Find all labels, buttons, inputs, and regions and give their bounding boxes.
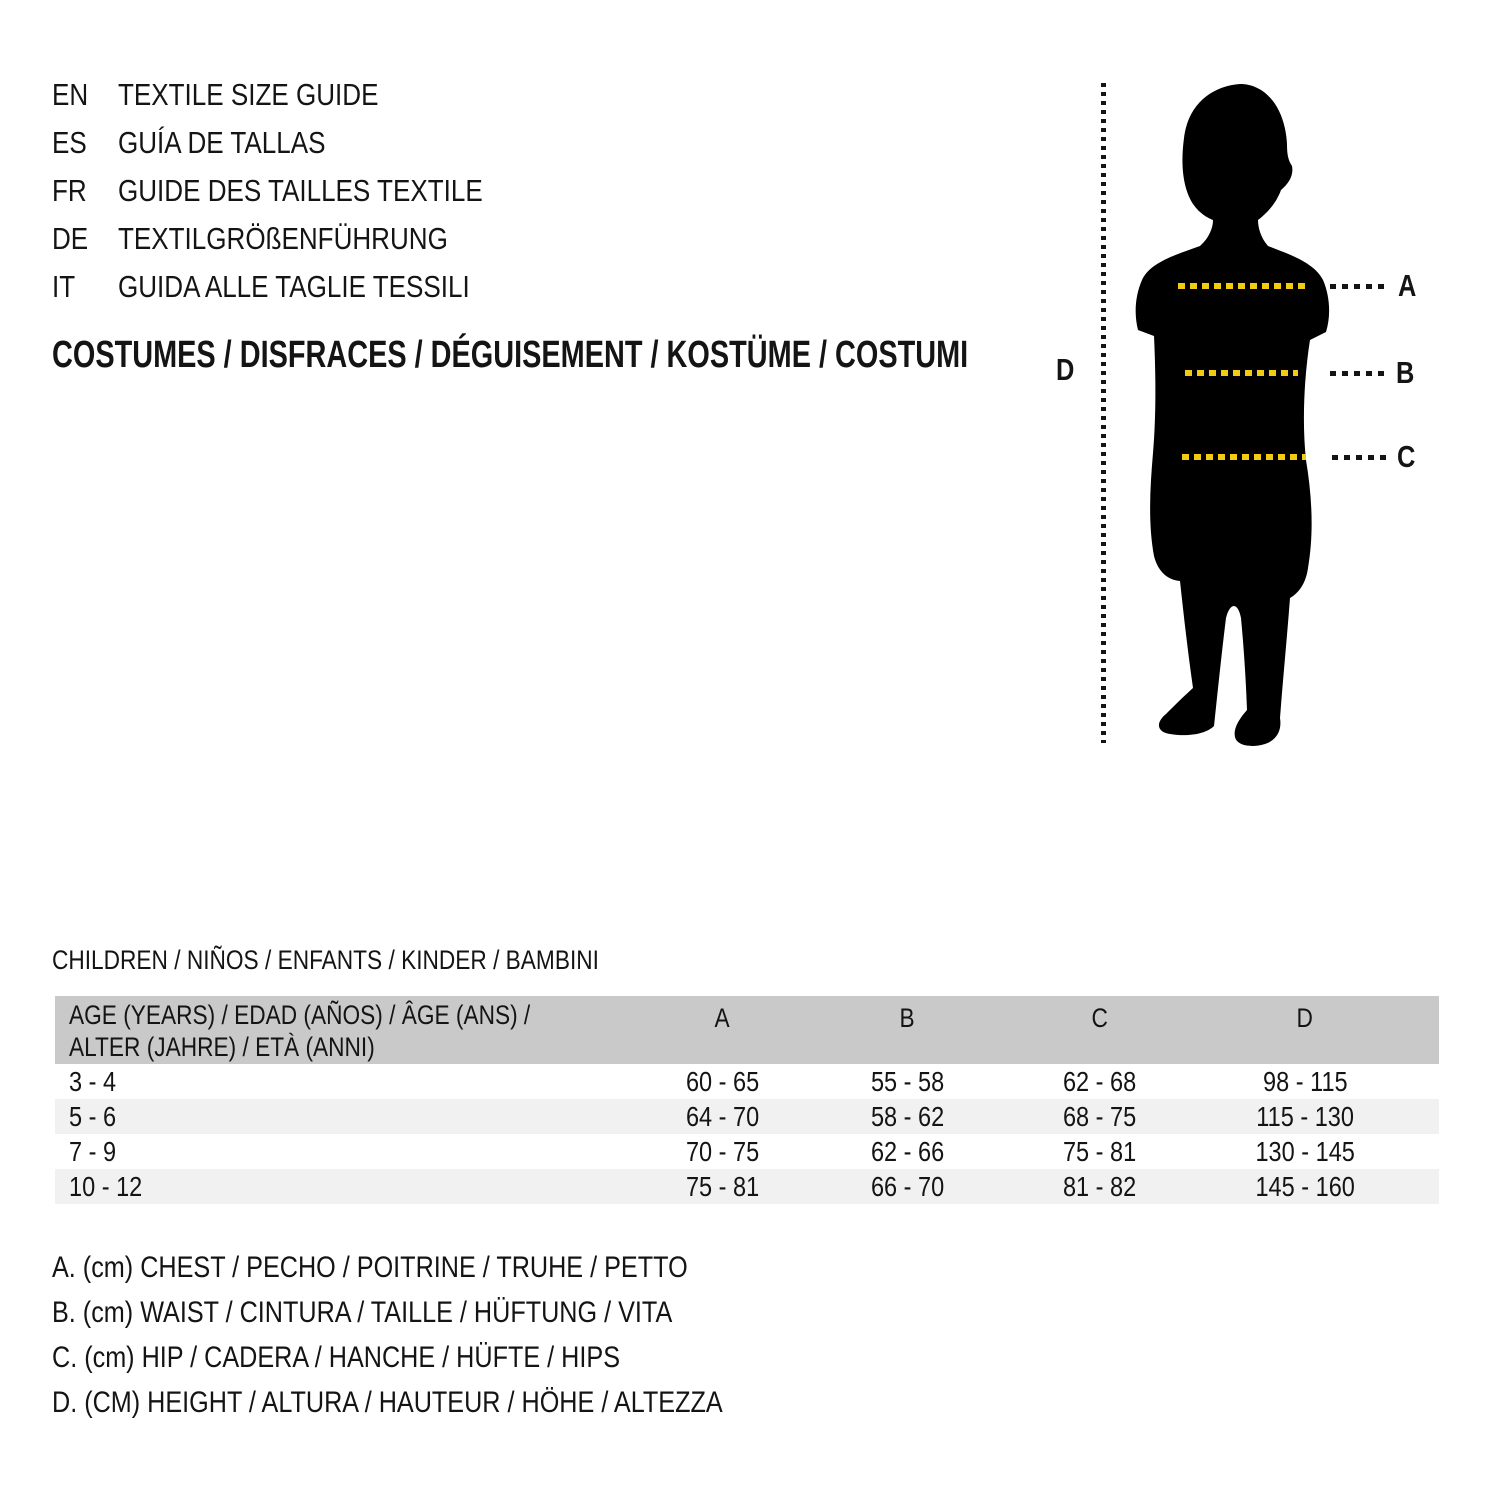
footnote-chest: A. (cm) CHEST / PECHO / POITRINE / TRUHE / PETTO	[52, 1251, 688, 1284]
waist-cell: 55 - 58	[870, 1065, 945, 1097]
table-row	[55, 1169, 1439, 1204]
language-code: IT	[52, 269, 76, 304]
chest-leader-line	[1330, 284, 1388, 289]
waist-cell: 66 - 70	[870, 1170, 945, 1202]
height-cell: 145 - 160	[1255, 1170, 1355, 1202]
waist-measure-dash	[1185, 370, 1298, 376]
language-guide-title: GUIDA ALLE TAGLIE TESSILI	[118, 269, 470, 304]
language-code: FR	[52, 173, 87, 208]
chest-cell: 60 - 65	[685, 1065, 760, 1097]
column-header-d: D	[1296, 1003, 1314, 1033]
footnote-height: D. (CM) HEIGHT / ALTURA / HAUTEUR / HÖHE / ALTEZZA	[52, 1386, 723, 1419]
language-guide-title: GUÍA DE TALLAS	[118, 125, 326, 160]
hip-cell: 75 - 81	[1063, 1135, 1137, 1167]
language-code: DE	[52, 221, 89, 256]
column-header-c: C	[1091, 1003, 1109, 1033]
table-row	[55, 1134, 1439, 1169]
table-row	[55, 1099, 1439, 1134]
children-size-table	[55, 996, 1439, 1204]
figure-label-d: D	[1056, 352, 1075, 387]
hip-measure-dash	[1182, 454, 1306, 460]
hip-leader-line	[1332, 455, 1387, 460]
height-cell: 130 - 145	[1255, 1135, 1355, 1167]
age-cell: 10 - 12	[69, 1170, 143, 1202]
age-cell: 3 - 4	[69, 1065, 117, 1097]
footnote-hip: C. (cm) HIP / CADERA / HANCHE / HÜFTE / HIPS	[52, 1341, 620, 1374]
language-code: ES	[52, 125, 87, 160]
height-cell: 115 - 130	[1256, 1100, 1354, 1132]
figure-label-c: C	[1397, 439, 1416, 474]
waist-leader-line	[1330, 371, 1388, 376]
chest-cell: 75 - 81	[685, 1170, 760, 1202]
figure-label-b: B	[1396, 355, 1415, 390]
age-cell: 7 - 9	[69, 1135, 117, 1167]
hip-cell: 68 - 75	[1063, 1100, 1137, 1132]
age-cell: 5 - 6	[69, 1100, 117, 1132]
age-column-header: AGE (YEARS) / EDAD (AÑOS) / ÂGE (ANS) / ALTER (JAHRE) / ETÀ (ANNI)	[69, 1000, 531, 1062]
chest-measure-dash	[1178, 283, 1306, 289]
language-row-de	[52, 220, 511, 257]
hip-cell: 81 - 82	[1063, 1170, 1137, 1202]
language-code: EN	[52, 77, 89, 112]
waist-cell: 62 - 66	[870, 1135, 945, 1167]
category-title: COSTUMES / DISFRACES / DÉGUISEMENT / KOSTÜME / COSTUMI	[52, 334, 969, 376]
child-silhouette-image	[1090, 78, 1390, 748]
table-section-heading: CHILDREN / NIÑOS / ENFANTS / KINDER / BAMBINI	[52, 945, 599, 975]
chest-cell: 70 - 75	[685, 1135, 760, 1167]
figure-label-a: A	[1398, 268, 1417, 303]
language-row-en	[52, 76, 428, 113]
column-header-b: B	[899, 1003, 916, 1033]
table-row	[55, 1064, 1439, 1099]
footnote-waist: B. (cm) WAIST / CINTURA / TAILLE / HÜFTUNG / VITA	[52, 1296, 673, 1329]
language-row-it	[52, 268, 537, 305]
language-guide-title: GUIDE DES TAILLES TEXTILE	[118, 173, 483, 208]
language-row-fr	[52, 172, 552, 209]
language-guide-title: TEXTILGRÖßENFÜHRUNG	[118, 221, 448, 256]
language-guide-title: TEXTILE SIZE GUIDE	[118, 77, 379, 112]
waist-cell: 58 - 62	[870, 1100, 945, 1132]
column-header-a: A	[714, 1003, 731, 1033]
chest-cell: 64 - 70	[685, 1100, 760, 1132]
height-cell: 98 - 115	[1262, 1065, 1348, 1097]
language-row-es	[52, 124, 365, 161]
table-header-row	[55, 996, 1439, 1064]
hip-cell: 62 - 68	[1063, 1065, 1137, 1097]
